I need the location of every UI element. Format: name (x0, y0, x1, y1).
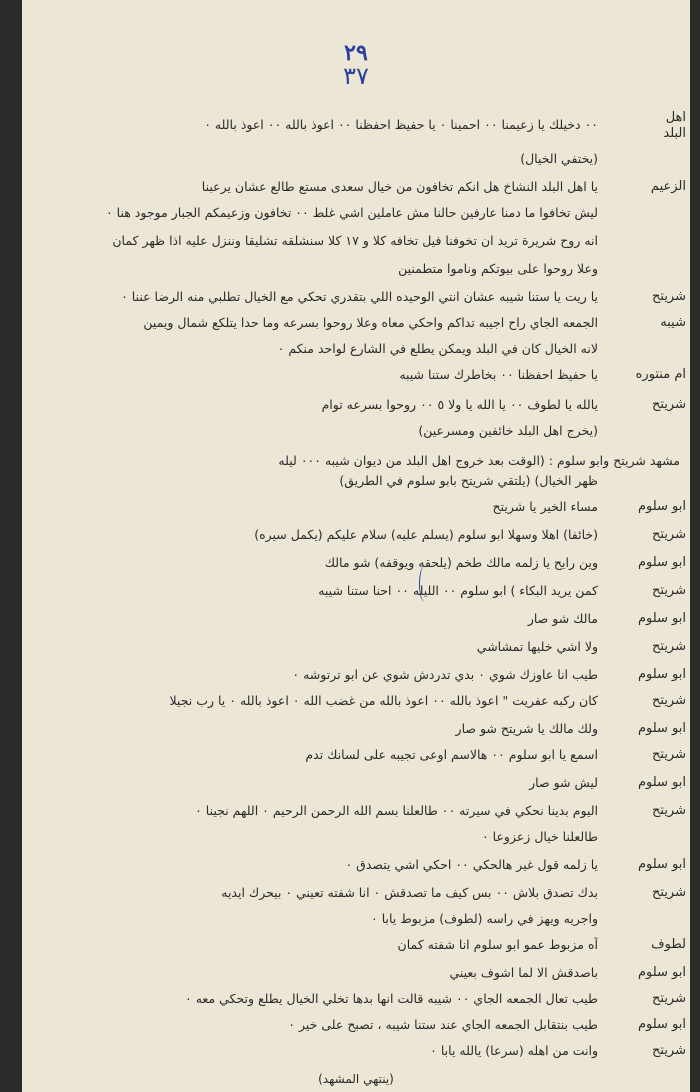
dialogue-text: طيب انا عاوزك شوي ٠ بدي تدردش شوي عن ابو ترتوشه ٠ (292, 667, 598, 682)
script-line (22, 1012, 690, 1038)
speaker-name: شريتح (652, 693, 686, 708)
handwritten-bracket-mark (419, 566, 430, 602)
page-number-bottom: ٣٧ (343, 62, 369, 90)
script-line (22, 880, 690, 906)
dialogue-text: اليوم بدينا نحكي في سيرته ٠٠ طالعلنا بسم الله الرحمن الرحيم ٠ اللهم نجينا ٠ (195, 803, 598, 818)
script-line (22, 468, 690, 494)
dialogue-text: ظهر الخيال) (يلتقي شريتح بابو سلوم في الطريق) (339, 473, 598, 488)
script-line (22, 986, 690, 1012)
speaker-name: شريتح (652, 527, 686, 542)
script-line (22, 146, 690, 172)
script-line (22, 110, 690, 141)
script-line (22, 310, 690, 336)
speaker-name: شريتح (652, 991, 686, 1006)
dialogue-text: مساء الخير يا شريتح (492, 499, 598, 514)
dialogue-text: طالعلنا خيال زعزوعا ٠ (481, 829, 598, 844)
speaker-name: شريتح (652, 1043, 686, 1058)
dialogue-text: طيب بنتقابل الجمعه الجاي عند ستنا شيبه ، تصبح على خير ٠ (288, 1017, 598, 1032)
speaker-name: لطوف (651, 937, 686, 952)
script-line (22, 932, 690, 958)
page-number-top: ٢٩ (344, 40, 368, 66)
dialogue-text: مالك شو صار (527, 611, 598, 626)
speaker-name: ابو سلوم (637, 667, 686, 682)
script-line (22, 716, 690, 742)
script-line (22, 284, 690, 310)
dialogue-text: وعلا روحوا على بيوتكم وناموا متطمنين (398, 261, 598, 276)
script-line (22, 578, 690, 604)
script-line (22, 742, 690, 768)
script-line (22, 960, 690, 986)
speaker-name: ابو سلوم (637, 1017, 686, 1032)
dialogue-text: انه روح شريرة تريد ان تخوفنا فيل تخافه كلا و ١٧ كلا سنشلقه تشليقا وننزل عليه اذا ظهر كمان (112, 233, 598, 248)
script-line (22, 662, 690, 688)
dialogue-text: كان ركبه عفريت " اعوذ بالله ٠٠ اعوذ بالله من غضب الله ٠ اعوذ بالله ٠ يا رب نجيلا (169, 693, 598, 708)
speaker-name: شيبه (660, 315, 686, 330)
script-line (22, 550, 690, 576)
dialogue-text: باصدقش الا لما اشوف بعيني (449, 965, 598, 980)
script-line (22, 1038, 690, 1064)
dialogue-text: كمن يريد البكاء ) ابو سلوم ٠٠ الليله ٠٠ احنا ستنا شيبه (318, 583, 598, 598)
page-number (22, 40, 690, 90)
script-line (22, 362, 690, 388)
script-line (22, 798, 690, 824)
script-line (22, 174, 690, 200)
script-line (22, 228, 690, 254)
dialogue-text: بدك تصدق بلاش ٠٠ بس كيف ما تصدقش ٠ انا شفته تعيني ٠ بيحرك ايديه (221, 885, 598, 900)
dialogue-text: آه مزبوط عمو ابو سلوم انا شفته كمان (397, 937, 598, 952)
script-line (22, 824, 690, 850)
script-line (22, 770, 690, 796)
dialogue-text: لانه الخيال كان في البلد ويمكن يطلع في الشارع لواحد منكم ٠ (277, 341, 598, 356)
dialogue-text: الجمعه الجاي راح اجيبه تداكم واحكي معاه وعلا روحوا بسرعه وما حدا يتلكع شمال ويمين (143, 315, 598, 330)
script-line (22, 688, 690, 714)
speaker-name: ابو سلوم (637, 857, 686, 872)
script-line (22, 606, 690, 632)
script-line (22, 392, 690, 418)
speaker-name: ابو سلوم (637, 555, 686, 570)
dialogue-text: ولك مالك يا شريتح شو صار (455, 721, 598, 736)
dialogue-text: اسمع يا ابو سلوم ٠٠ هالاسم اوعى تجيبه على لسانك تدم (305, 747, 598, 762)
dialogue-text: يا زلمه قول غير هالحكي ٠٠ احكي اشي يتصدق ٠ (345, 857, 598, 872)
script-line (22, 634, 690, 660)
dialogue-text: وانت من اهله (سرعا) يالله يابا ٠ (430, 1043, 598, 1058)
speaker-name: ابو سلوم (637, 721, 686, 736)
speaker-name: شريتح (652, 397, 686, 412)
script-line (22, 256, 690, 282)
script-line (22, 494, 690, 520)
dialogue-text: يا ريت يا ستنا شيبه عشان انتي الوحيده اللي بتقدري تحكي مع الخيال تطلبي منه الرضا عننا ٠ (121, 289, 598, 304)
speaker-name: اهل البلد (663, 110, 686, 141)
speaker-name: ابو سلوم (637, 965, 686, 980)
script-line (22, 906, 690, 932)
dialogue-text: (خائفا) اهلا وسهلا ابو سلوم (يسلم عليه) سلام عليكم (يكمل سيره) (254, 527, 598, 542)
dialogue-text: (يخرج اهل البلد خائفين ومسرعين) (418, 423, 598, 438)
speaker-name: شريتح (652, 289, 686, 304)
speaker-name: ام منتوره (635, 367, 686, 382)
dialogue-text: يا حفيظ احفظنا ٠٠ بخاطرك ستنا شيبه (399, 367, 598, 382)
speaker-name: شريتح (652, 885, 686, 900)
speaker-name: ابو سلوم (637, 611, 686, 626)
dialogue-text: ليش تخافوا ما دمنا عارفين حالنا مش عاملين اشي غلط ٠٠ تخافون وزعيمكم الجبار موجود هنا ٠ (105, 205, 598, 220)
speaker-name: ابو سلوم (637, 499, 686, 514)
dialogue-text: واجريه ويهز في راسه (لطوف) مزبوط يابا ٠ (371, 911, 598, 926)
dialogue-text: يا اهل البلد النشاخ هل انكم تخافون من خيال سعدى مستع طالع عشان يرعبنا (201, 179, 598, 194)
speaker-name: ابو سلوم (637, 775, 686, 790)
speaker-name: الزعيم (650, 179, 686, 194)
document-page (22, 0, 690, 1092)
speaker-name: شريتح (652, 803, 686, 818)
dialogue-text: ولا اشي خليها تمشاشي (476, 639, 598, 654)
dialogue-text: طيب تعال الجمعه الجاي ٠٠ شيبه قالت انها بدها تخلي الخيال يطلع وتحكي معه ٠ (185, 991, 598, 1006)
script-line (22, 852, 690, 878)
script-line (22, 522, 690, 548)
dialogue-text: مشهد شريتح وابو سلوم : (الوقت بعد خروج اهل البلد من ديوان شيبه ٠٠٠ ليله (278, 453, 680, 468)
speaker-name: شريتح (652, 747, 686, 762)
script-line (22, 200, 690, 226)
dialogue-text: ٠٠ دخيلك يا زعيمنا ٠٠ احمينا ٠ يا حفيظ احفظنا ٠٠ اعوذ بالله ٠٠ اعوذ بالله ٠ (204, 117, 598, 132)
script-line (22, 336, 690, 362)
speaker-name: شريتح (652, 583, 686, 598)
dialogue-text: ليش شو صار (529, 775, 598, 790)
speaker-name: شريتح (652, 639, 686, 654)
script-line (22, 418, 690, 444)
scene-end-note: (ينتهي المشهد) (318, 1072, 394, 1086)
dialogue-text: يالله يا لطوف ٠٠ يا الله يا ولا ٥ ٠٠ روحوا بسرعه توام (321, 397, 598, 412)
dialogue-text: (يختفي الخيال) (520, 151, 598, 166)
dialogue-text: وين رايح يا زلمه مالك طخم (يلحقه ويوقفه) شو مالك (324, 555, 598, 570)
